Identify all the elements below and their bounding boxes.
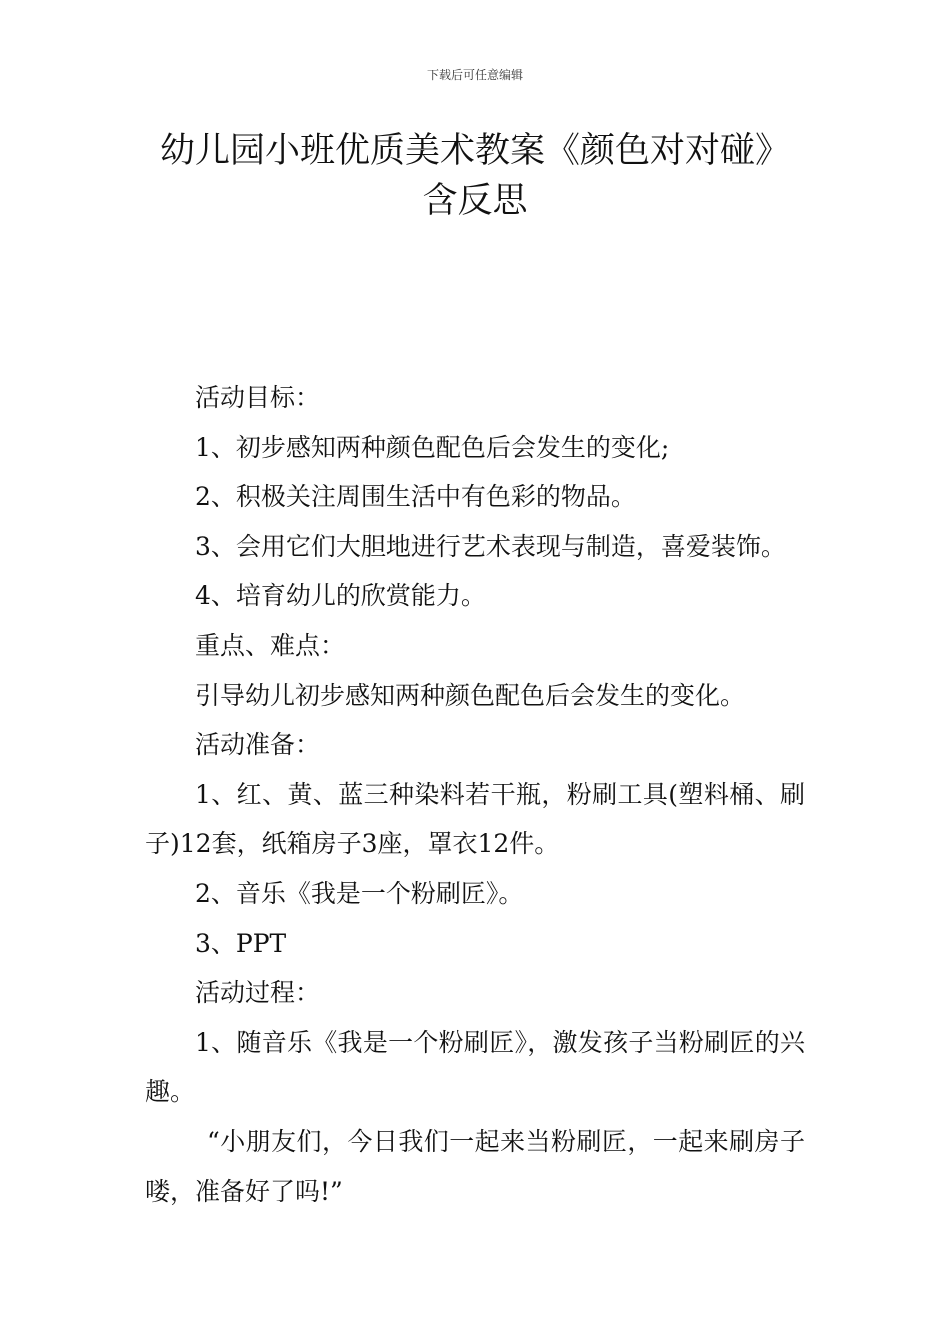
header-note: 下载后可任意编辑 (426, 68, 523, 82)
goal-item-4: 4、培育幼儿的欣赏能力。 (195, 581, 486, 611)
goal-item-3: 3、会用它们大胆地进行艺术表现与制造，喜爱装饰。 (195, 531, 786, 561)
process-step-1: 1、随音乐《我是一个粉刷匠》，激发孩子当粉刷匠的兴趣。 (145, 1027, 805, 1107)
preparation-item-2: 2、音乐《我是一个粉刷匠》。 (195, 878, 524, 908)
preparation-item-1: 1、红、黄、蓝三种染料若干瓶，粉刷工具(塑料桶、刷子)12套，纸箱房子3座，罩衣12件。 (145, 779, 805, 859)
document-title-line-2: 含反思 (422, 181, 528, 221)
section-heading-process: 活动过程： (195, 978, 321, 1008)
preparation-item-3: 3、PPT (195, 928, 287, 958)
section-heading-goals: 活动目标： (195, 383, 321, 412)
document-title (100, 126, 850, 226)
document-title-line-1: 幼儿园小班优质美术教案《颜色对对碰》 (159, 131, 790, 171)
goal-item-1: 1、初步感知两种颜色配色后会发生的变化; (195, 432, 670, 462)
document-body (145, 373, 805, 1216)
section-heading-key-points: 重点、难点： (195, 630, 346, 660)
section-heading-preparation: 活动准备： (195, 730, 321, 760)
goal-item-2: 2、积极关注周围生活中有色彩的物品。 (195, 482, 636, 512)
process-quote: “小朋友们，今日我们一起来当粉刷匠，一起来刷房子喽，准备好了吗!” (145, 1126, 805, 1206)
key-point-text: 引导幼儿初步感知两种颜色配色后会发生的变化。 (195, 680, 746, 710)
